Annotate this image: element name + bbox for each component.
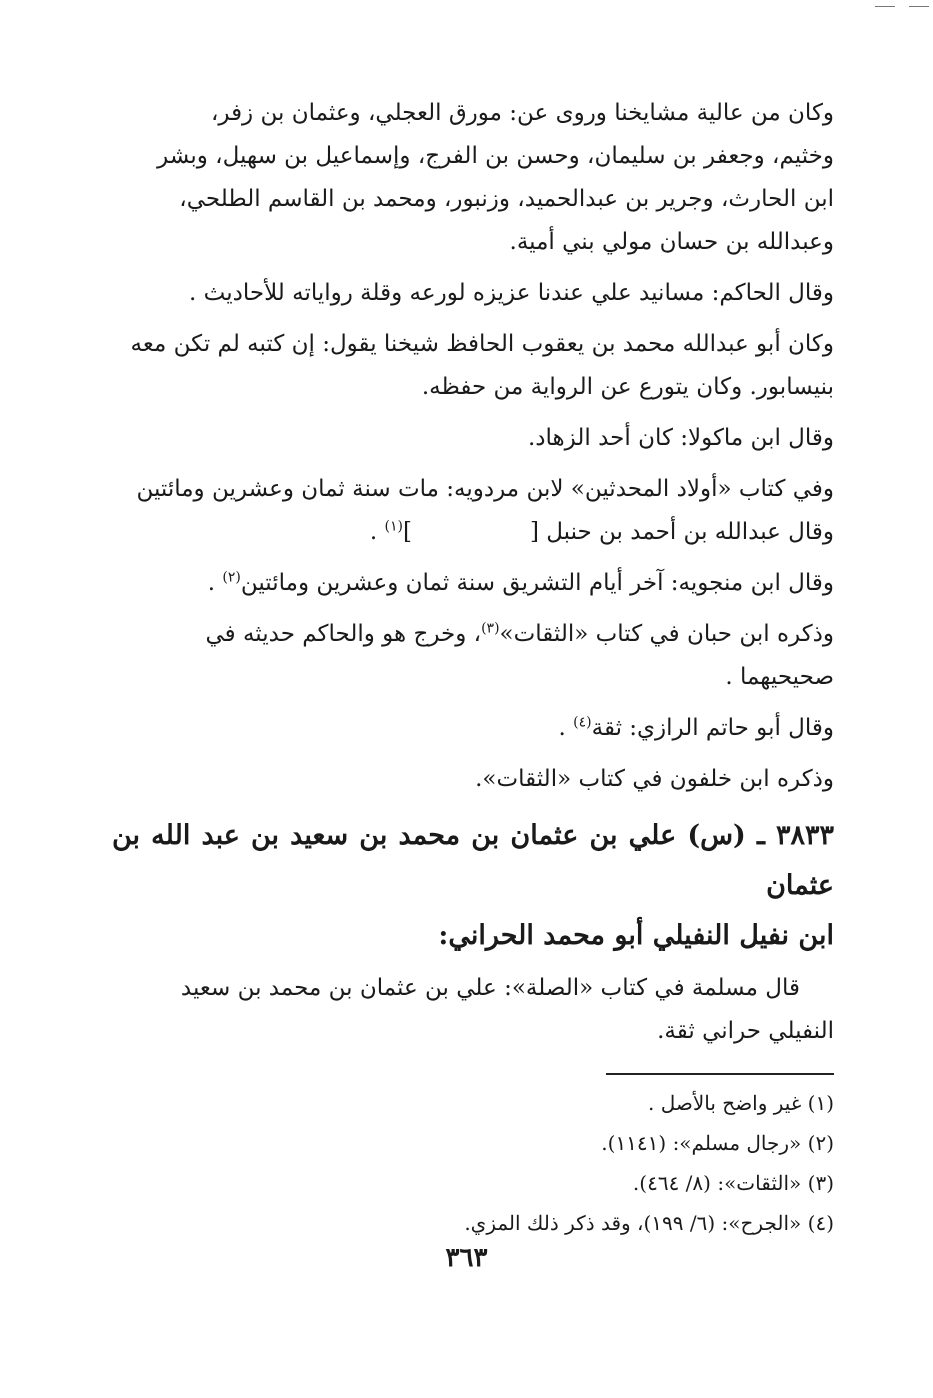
text-line: ابن الحارث، وجرير بن عبدالحميد، وزنبور، ومحمد بن القاسم الطلحي، xyxy=(179,186,834,212)
text-segment: وذكره ابن حبان في كتاب «الثقات» xyxy=(499,621,834,647)
text-line: وكان أبو عبدالله محمد بن يعقوب الحافظ شيخنا يقول: إن كتبه لم تكن معه xyxy=(130,331,834,357)
footnote: (١) غير واضح بالأصل . xyxy=(648,1091,834,1115)
footnote-divider xyxy=(606,1073,834,1075)
text-line: قال مسلمة في كتاب «الصلة»: علي بن عثمان بن محمد بن سعيد xyxy=(180,975,800,1001)
paragraph-maslama xyxy=(112,967,834,1053)
paragraph-awlad-muhaddithin xyxy=(112,468,834,554)
footnote: (٣) «الثقات»: (٨/ ٤٦٤). xyxy=(632,1171,834,1195)
text-line: بنيسابور. وكان يتورع عن الرواية من حفظه. xyxy=(421,374,834,400)
footnote-ref: (٢) xyxy=(222,569,241,586)
paragraph-ibn-khalfun xyxy=(112,758,834,801)
text-segment: . xyxy=(558,715,574,741)
footnotes xyxy=(112,1083,834,1243)
text-line: النفيلي حراني ثقة. xyxy=(657,1018,834,1044)
paragraph-abu-abdallah xyxy=(112,323,834,409)
text-segment: ] xyxy=(402,519,412,545)
text-line xyxy=(112,707,834,750)
footnote-ref: (٣) xyxy=(481,620,500,637)
text-line: وفي كتاب «أولاد المحدثين» لابن مردويه: مات سنة ثمان وعشرين ومائتين xyxy=(136,476,834,502)
text-segment: . xyxy=(207,570,223,596)
text-segment: ، وخرج هو والحاكم حديثه في xyxy=(205,621,482,647)
page-body xyxy=(112,92,834,1243)
paragraph-hakim xyxy=(112,272,834,315)
text-line: وقال الحاكم: مسانيد علي عندنا عزيزه لورعه وقلة رواياته للأحاديث . xyxy=(189,280,834,306)
text-line: وعبدالله بن حسان مولي بني أمية. xyxy=(509,229,834,255)
paragraph-ibn-hibban xyxy=(112,613,834,699)
text-segment: وقال أبو حاتم الرازي: ثقة xyxy=(591,715,834,741)
footnote: (٤) «الجرح»: (٦/ ١٩٩)، وقد ذكر ذلك المزي. xyxy=(464,1211,834,1235)
paragraph-sheikhs xyxy=(112,92,834,264)
text-segment: وقال ابن منجويه: آخر أيام التشريق سنة ثمان وعشرين ومائتين xyxy=(240,570,834,596)
text-segment: وقال عبدالله بن أحمد بن حنبل [ xyxy=(529,519,834,545)
footnote-ref: (١) xyxy=(384,518,403,535)
text-line xyxy=(112,613,834,656)
footnote-ref: (٤) xyxy=(573,714,592,731)
paragraph-abu-hatim xyxy=(112,707,834,750)
heading-line: ٣٨٣٣ ـ (س) علي بن عثمان بن محمد بن سعيد بن عبد الله بن عثمان xyxy=(112,820,834,901)
text-line: وذكره ابن خلفون في كتاب «الثقات». xyxy=(475,766,834,792)
text-segment: . xyxy=(369,519,385,545)
paragraph-makula xyxy=(112,417,834,460)
text-line: وقال ابن ماكولا: كان أحد الزهاد. xyxy=(527,425,834,451)
footnote: (٢) «رجال مسلم»: (١١٤١). xyxy=(601,1131,834,1155)
page-number: ٣٦٣ xyxy=(445,1243,488,1273)
text-line: وخثيم، وجعفر بن سليمان، وحسن بن الفرج، وإسماعيل بن سهيل، وبشر xyxy=(157,143,834,169)
corner-scan-marks xyxy=(869,6,929,10)
heading-line: ابن نفيل النفيلي أبو محمد الحراني: xyxy=(438,920,834,951)
text-line: صحيحيهما . xyxy=(725,664,834,690)
text-line xyxy=(112,562,834,605)
entry-heading xyxy=(112,811,834,961)
text-line: وكان من عالية مشايخنا وروى عن: مورق العجلي، وعثمان بن زفر، xyxy=(210,100,834,126)
text-line xyxy=(112,511,834,554)
paragraph-manjawayh xyxy=(112,562,834,605)
